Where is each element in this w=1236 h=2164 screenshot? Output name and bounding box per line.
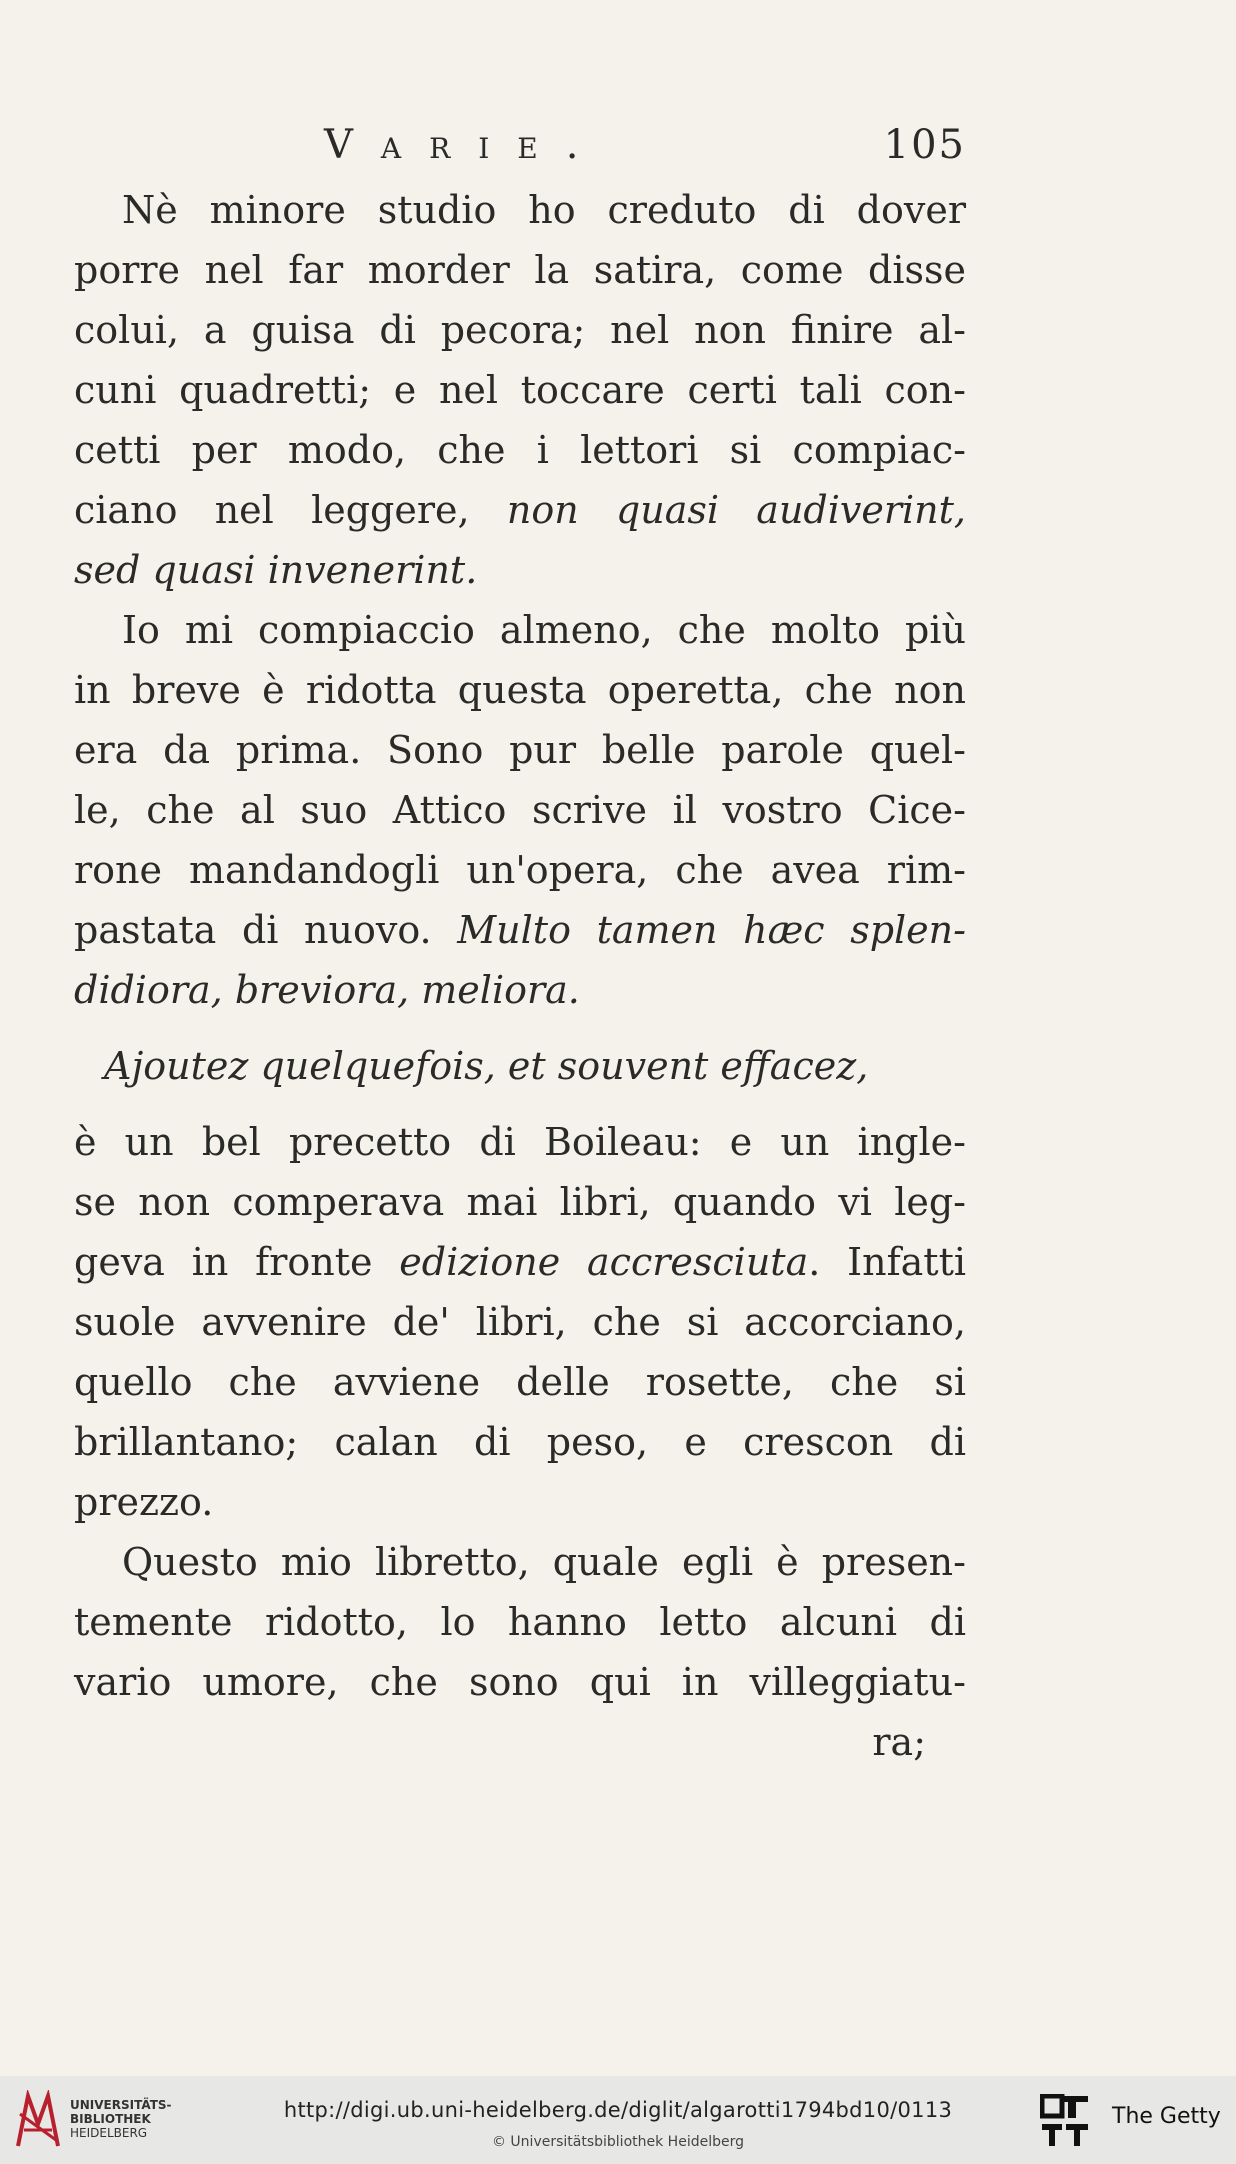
text-line: brillantano; calan di peso, e crescon di xyxy=(74,1420,966,1464)
text-line xyxy=(74,900,966,960)
text-line: Questo mio libretto, quale egli è presen- xyxy=(122,1540,966,1584)
latin-quote: sed quasi invenerint. xyxy=(74,548,478,592)
text-line: era da prima. Sono pur belle parole quel- xyxy=(74,728,966,772)
viewer-footer xyxy=(0,2076,1236,2164)
text-line: vario umore, che sono qui in villeggiatu- xyxy=(74,1660,966,1704)
text-line xyxy=(74,1232,966,1292)
latin-quote: Multo tamen hæc splen- xyxy=(457,908,966,952)
catchword-text: ra; xyxy=(872,1720,926,1764)
verse-quote: Ajoutez quelquefois, et souvent effacez, xyxy=(104,1044,869,1088)
text-line: quello che avviene delle rosette, che si xyxy=(74,1360,966,1404)
text-line: rone mandandogli un'opera, che avea rim- xyxy=(74,848,966,892)
page-number: 105 xyxy=(883,122,966,168)
text-line: colui, a guisa di pecora; nel non finire al- xyxy=(74,308,966,352)
permalink-url[interactable]: http://digi.ub.uni-heidelberg.de/diglit/algarotti1794bd10/0113 xyxy=(283,2098,953,2122)
text-line: porre nel far morder la satira, come disse xyxy=(74,248,966,292)
text-line: è un bel precetto di Boileau: e un ingle- xyxy=(74,1120,966,1164)
library-name-line: UNIVERSITÄTS- xyxy=(70,2098,172,2112)
getty-name: The Getty xyxy=(1112,2104,1221,2129)
text-line: temente ridotto, lo hanno letto alcuni di xyxy=(74,1600,966,1644)
text-line xyxy=(74,540,966,600)
text-line: se non comperava mai libri, quando vi leg- xyxy=(74,1180,966,1224)
page-header xyxy=(74,122,966,180)
italic-phrase: edizione accresciuta xyxy=(399,1240,809,1284)
paragraph-2 xyxy=(74,600,966,1020)
text-line: in breve è ridotta questa operetta, che non xyxy=(74,668,966,712)
copyright-notice: © Universitätsbibliothek Heidelberg xyxy=(491,2134,744,2150)
text-span: ciano nel leggere, xyxy=(74,488,507,532)
library-name-line: HEIDELBERG xyxy=(70,2126,148,2140)
text-span: . Infatti xyxy=(808,1240,966,1284)
paragraph-1 xyxy=(74,180,966,600)
paragraph-4 xyxy=(74,1532,966,1772)
catchword xyxy=(74,1712,966,1772)
text-line: Nè minore studio ho creduto di dover xyxy=(122,188,966,232)
latin-quote: non quasi audiverint, xyxy=(506,488,966,532)
latin-quote: didiora, breviora, meliora. xyxy=(74,968,580,1012)
text-line: Io mi compiaccio almeno, che molto più xyxy=(122,608,966,652)
text-line: prezzo. xyxy=(74,1480,214,1524)
paragraph-3 xyxy=(74,1112,966,1532)
page-text xyxy=(74,122,966,1772)
text-line: cuni quadretti; e nel toccare certi tali con- xyxy=(74,368,966,412)
getty-logo-icon[interactable] xyxy=(1040,2094,1092,2148)
text-line: cetti per modo, che i lettori si compiac- xyxy=(74,428,966,472)
text-line xyxy=(74,960,966,1020)
text-line xyxy=(74,480,966,540)
text-line: suole avvenire de' libri, che si accorciano, xyxy=(74,1300,966,1344)
text-span: pastata di nuovo. xyxy=(74,908,458,952)
text-line: le, che al suo Attico scrive il vostro Cice- xyxy=(74,788,966,832)
running-title: Varie. xyxy=(324,122,607,168)
text-span: geva in fronte xyxy=(74,1240,400,1284)
library-name-line: BIBLIOTHEK xyxy=(70,2112,151,2126)
